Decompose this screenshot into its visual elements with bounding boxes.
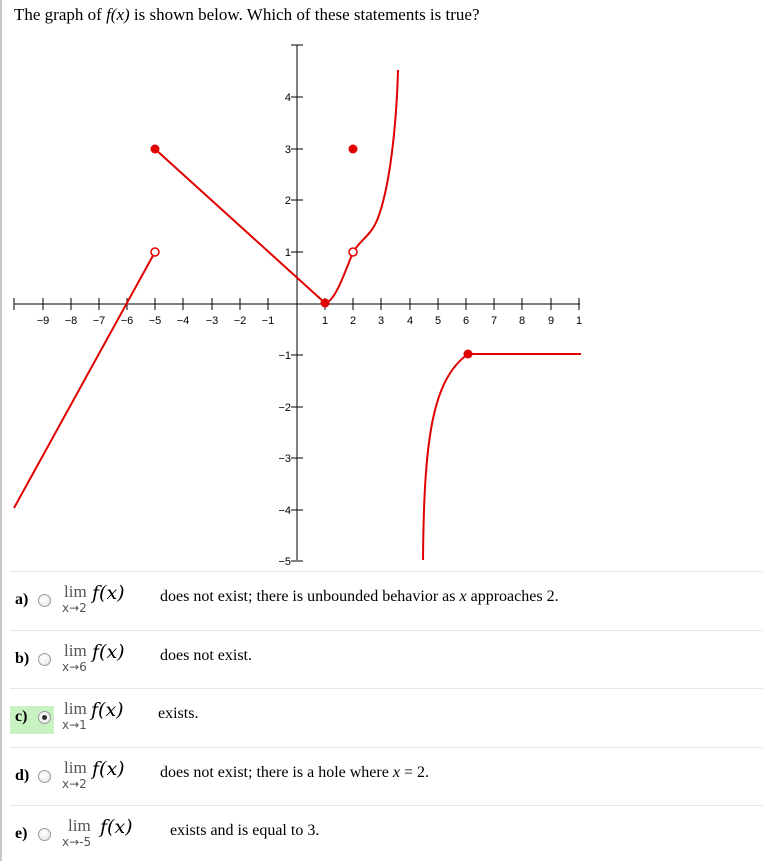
lim-word: lim [68,816,91,835]
closed-point-min [321,299,330,308]
y-tick-label: −1 [278,350,291,362]
y-ticks [278,92,303,568]
lim-word: lim [64,641,87,660]
x-tick-label: −5 [148,315,162,327]
choice-d[interactable] [10,747,763,805]
choice-text [160,764,429,782]
x-tick-label: 8 [518,315,526,327]
question-before: The graph of [14,5,107,24]
choice-letter: e) [15,825,28,842]
choice-radio-button[interactable] [38,770,51,783]
choice-fx: f(x) [91,699,124,721]
lim-subscript: x→2 [62,601,87,615]
choice-fx: f(x) [92,758,125,780]
choice-text-before: does not exist; there is unbounded behavior as [160,588,460,605]
open-point-left [151,248,159,256]
choice-text [170,822,319,840]
choice-letter: b) [15,650,30,667]
x-tick-label: −7 [92,315,106,327]
choice-text [158,705,198,723]
x-tick-label: 1 [321,315,329,327]
choice-text-before: exists and is equal to 3. [170,822,320,839]
y-tick-label: −5 [278,556,291,568]
lim-subscript: x→6 [62,660,87,674]
x-tick-label: −6 [120,315,134,327]
x-tick-label: 5 [434,315,442,327]
choice-letter: d) [15,767,30,784]
choice-text-after: approaches 2. [466,588,559,605]
choice-letter: a) [15,591,29,608]
x-tick-label: −1 [261,315,275,327]
lower-right-curve [423,354,581,560]
lim-word: lim [64,699,87,718]
open-point-hole [349,248,357,256]
x-tick-label: 2 [349,315,357,327]
x-tick-label: 6 [462,315,470,327]
y-tick-label: 1 [284,247,291,259]
descending-segment [155,149,325,303]
choice-variable: x [392,764,400,781]
choice-text [160,588,559,606]
x-tick-label: 9 [547,315,555,327]
closed-point-isolated [349,145,358,154]
choice-fx: f(x) [100,816,133,838]
choice-a[interactable] [10,571,763,629]
x-tick-label: −3 [205,315,219,327]
y-tick-label: −2 [278,402,291,414]
choice-text-before: exists. [158,705,199,722]
lim-word: lim [64,758,87,777]
choice-radio-button[interactable] [38,594,51,607]
closed-point-left-top [151,145,160,154]
x-tick-label: −8 [64,315,78,327]
rising-curve [325,70,398,303]
function-graph [0,36,600,568]
choice-variable: x [459,588,467,605]
choice-fx: f(x) [92,641,125,663]
x-tick-label: 4 [406,315,414,327]
choice-radio-button[interactable] [38,828,51,841]
y-tick-label: 2 [284,195,291,207]
x-tick-label: −2 [233,315,247,327]
choice-b[interactable] [10,630,763,688]
left-line-segment [14,252,155,508]
lim-word: lim [64,582,87,601]
question-fx: f(x) [106,5,130,24]
x-tick-label: 7 [490,315,498,327]
y-tick-label: 3 [284,144,291,156]
closed-point-right [464,350,473,359]
x-ticks [37,298,582,327]
choice-letter: c) [15,708,28,725]
choice-text [160,647,252,665]
lim-subscript: x→-5 [62,835,92,849]
choice-radio-button[interactable] [38,653,51,666]
y-tick-label: 4 [284,92,291,104]
y-tick-label: −3 [278,453,291,465]
choice-text-after: = 2. [399,764,429,781]
choice-radio-button[interactable] [38,711,51,724]
x-tick-label: 1 [575,315,583,327]
x-tick-label: −4 [176,315,190,327]
choice-c[interactable] [10,688,763,746]
choice-text-before: does not exist; there is a hole where [160,764,393,781]
choice-fx: f(x) [92,582,125,604]
question-after: is shown below. Which of these statements is true? [129,5,480,24]
x-tick-label: −9 [36,315,50,327]
lim-subscript: x→2 [62,777,87,791]
question-text [14,5,480,25]
x-tick-label: 3 [377,315,385,327]
y-tick-label: −4 [278,505,291,517]
lim-subscript: x→1 [62,718,87,732]
choice-e[interactable] [10,805,763,863]
choice-text-before: does not exist. [160,647,252,664]
